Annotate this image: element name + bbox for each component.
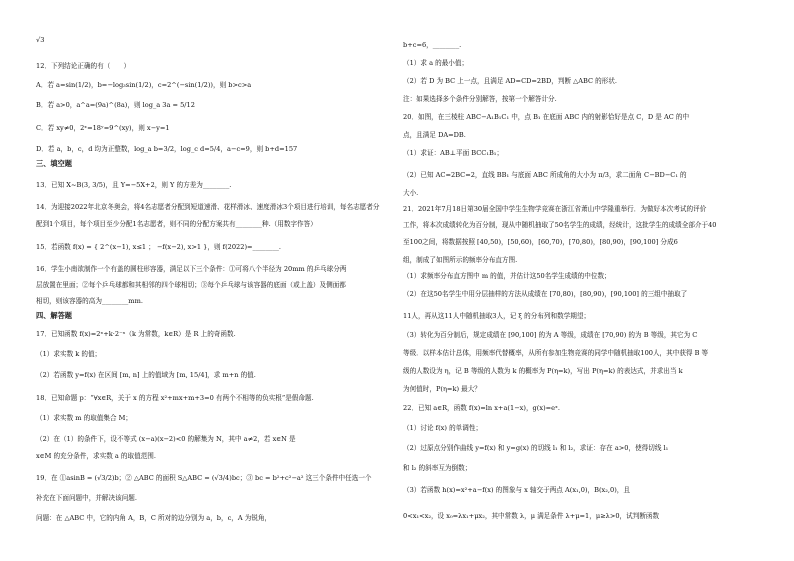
text-line: 13．已知 X~B(3, 3/5)，且 Y=−5X+2，则 Y 的方差为________. [36,181,232,189]
text-line: 和 l₂ 的斜率互为倒数； [403,464,472,472]
text-line: 21．2021年7月18日第30届全国中学生生物学竞赛在浙江省萧山中学隆重举行．为做好本次考试的评价 [403,205,707,213]
text-line: √3 [36,36,45,44]
text-line: 为何值时，P(η=k) 最大？ [403,385,481,393]
section-heading: 四、解答题 [36,311,72,320]
text-line: 级的人数设为 η，记 B 等级的人数为 k 的概率为 P(η=k)，写出 P(η=k) 的表达式，并求出当 k [403,367,683,375]
text-line: （2）在这50名学生中用分层抽样的方法从成绩在 [70,80)，[80,90)，[90,100] 的三组中抽取了 [403,290,688,298]
text-line: 22．已知 a∈R，函数 f(x)=ln x+a(1−x)，g(x)=eˣ. [403,404,560,412]
section-heading: 三、填空题 [36,159,72,168]
text-line: （1）求证：AB⊥平面 BCC₁B₁； [403,149,504,157]
text-line: 配到1个项目，每个项目至少分配1名志愿者，则不同的分配方案共有________种.（用数字作答） [36,220,317,228]
text-line: 20．如图，在三棱柱 ABC−A₁B₁C₁ 中，点 B₁ 在底面 ABC 内的射影恰好是点 C，D 是 AC 的中 [403,113,690,121]
text-line: A．若 a=sin(1/2)，b=−log₃sin(1/2)，c=2^(−sin(1/2))，则 b>c>a [36,81,252,89]
text-line: 相切，则该容器的高为________mm. [36,297,143,305]
text-line: D．若 a，b，c，d 均为正整数，log_a b=3/2，log_c d=5/4，a−c=9，则 b+d=157 [36,145,298,153]
text-line: 14．为迎接2022年北京冬奥会，将4名志愿者分配到短道速滑、花样滑冰、速度滑冰3个项目进行培训，每名志愿者分 [36,203,380,211]
text-line: 0<x₁<x₂，设 x₀=λx₁+μx₂，其中常数 λ，μ 满足条件 λ+μ=1，μ≥λ>0，试判断函数 [403,512,660,520]
text-line: （1）求频率分布直方图中 m 的值，并估计这50名学生成绩的中位数； [403,272,611,280]
text-line: 等级．以样本估计总体，用频率代替概率，从所有参加生物竞赛的同学中随机抽取100人，其中获得 B 等 [403,349,709,357]
text-line: （2）在（1）的条件下，设不等式 (x−a)(x−2)<0 的解集为 N，其中 a≠2，若 x∈N 是 [36,435,296,443]
text-line: （1）求实数 k 的值； [36,350,102,358]
text-line: b+c=6，________. [403,41,462,49]
text-line: x∈M 的充分条件，求实数 a 的取值范围. [36,452,156,460]
text-line: 问题：在 △ABC 中，它的内角 A，B，C 所对的边分别为 a，b，c，A 为锐角， [36,514,272,522]
text-line: 层放置在里面；②每个乒乓球都和其相邻的四个球相切；③每个乒乓球与该容器的底面（或上盖）及侧面都 [36,281,346,289]
text-line: 18．已知命题 p：“∀x∈R，关于 x 的方程 x²+mx+m+3=0 有两个不相等的负实根”是假命题. [36,394,314,402]
text-line: B．若 a>0，a^a=(9a)^(8a)，则 log_a 3a = 5/12 [36,101,195,109]
text-line: （1）求实数 m 的取值集合 M； [36,414,133,422]
text-line: （1）讨论 f(x) 的单调性； [403,424,483,432]
text-line: 至100之间，将数据按照 [40,50)，[50,60)，[60,70)，[70,80)，[80,90)，[90,100] 分成6 [403,238,678,246]
text-line: 工作，将本次成绩转化为百分制，现从中随机抽取了50名学生的成绩，经统计，这批学生的成绩全部介于40 [403,221,717,229]
text-line: 19．在 ①asinB = (√3/2)b；② △ABC 的面积 S△ABC = (√3/4)bc；③ bc = b²+c²−a² 这三个条件中任选一个 [36,474,372,482]
text-line: 11人，再从这11人中随机抽取3人，记 ξ 的分布列和数学期望； [403,312,591,320]
text-line: 16．学生小南欲制作一个有盖的圆柱形容器，满足以下三个条件：①可将八个半径为 20mm 的乒乓球分两 [36,265,347,273]
text-line: （2）若 D 为 BC 上一点，且满足 AD=CD=2BD，判断 △ABC 的形状. [403,77,617,85]
text-line: 点，且满足 DA=DB. [403,131,466,139]
text-line: 15．若函数 f(x) = { 2^(x−1), x≤1 ； −f(x−2), x>1 }，则 f(2022)=________. [36,243,282,251]
text-line: 组，制成了如图所示的频率分布直方图. [403,256,518,264]
text-line: 12．下列结论正确的有（ ） [36,62,131,70]
text-line: 大小. [403,189,419,197]
text-line: （2）过原点分别作曲线 y=f(x) 和 y=g(x) 的切线 l₁ 和 l₂，求证：存在 a>0，使得切线 l₁ [403,444,669,452]
text-line: （2）已知 AC=2BC=2，直线 BB₁ 与底面 ABC 所成角的大小为 π/3，求二面角 C−BD−C₁ 的 [403,171,687,179]
text-line: （2）若函数 y=f(x) 在区间 [m, n] 上的值域为 [m, 15/4]，求 m+n 的值. [36,371,256,379]
text-line: C．若 xy≠0，2ˣ=18ʸ=9^(xy)，则 x−y=1 [36,124,170,132]
text-line: 补充在下面问题中，并解决该问题. [36,494,138,502]
text-line: （3）转化为百分制后，规定成绩在 [90,100] 的为 A 等级，成绩在 [70,90) 的为 B 等级，其它为 C [403,331,698,339]
text-line: （3）若函数 h(x)=x²+a−f(x) 的图象与 x 轴交于两点 A(x₁,0)，B(x₂,0)，且 [403,486,630,494]
text-line: 17．已知函数 f(x)=2ˣ+k·2⁻ˣ（k 为常数，k∈R）是 R 上的奇函数. [36,330,236,338]
text-line: （1）求 a 的最小值； [403,59,469,67]
text-line: 注：如果选择多个条件分别解答，按第一个解答计分. [403,95,557,103]
